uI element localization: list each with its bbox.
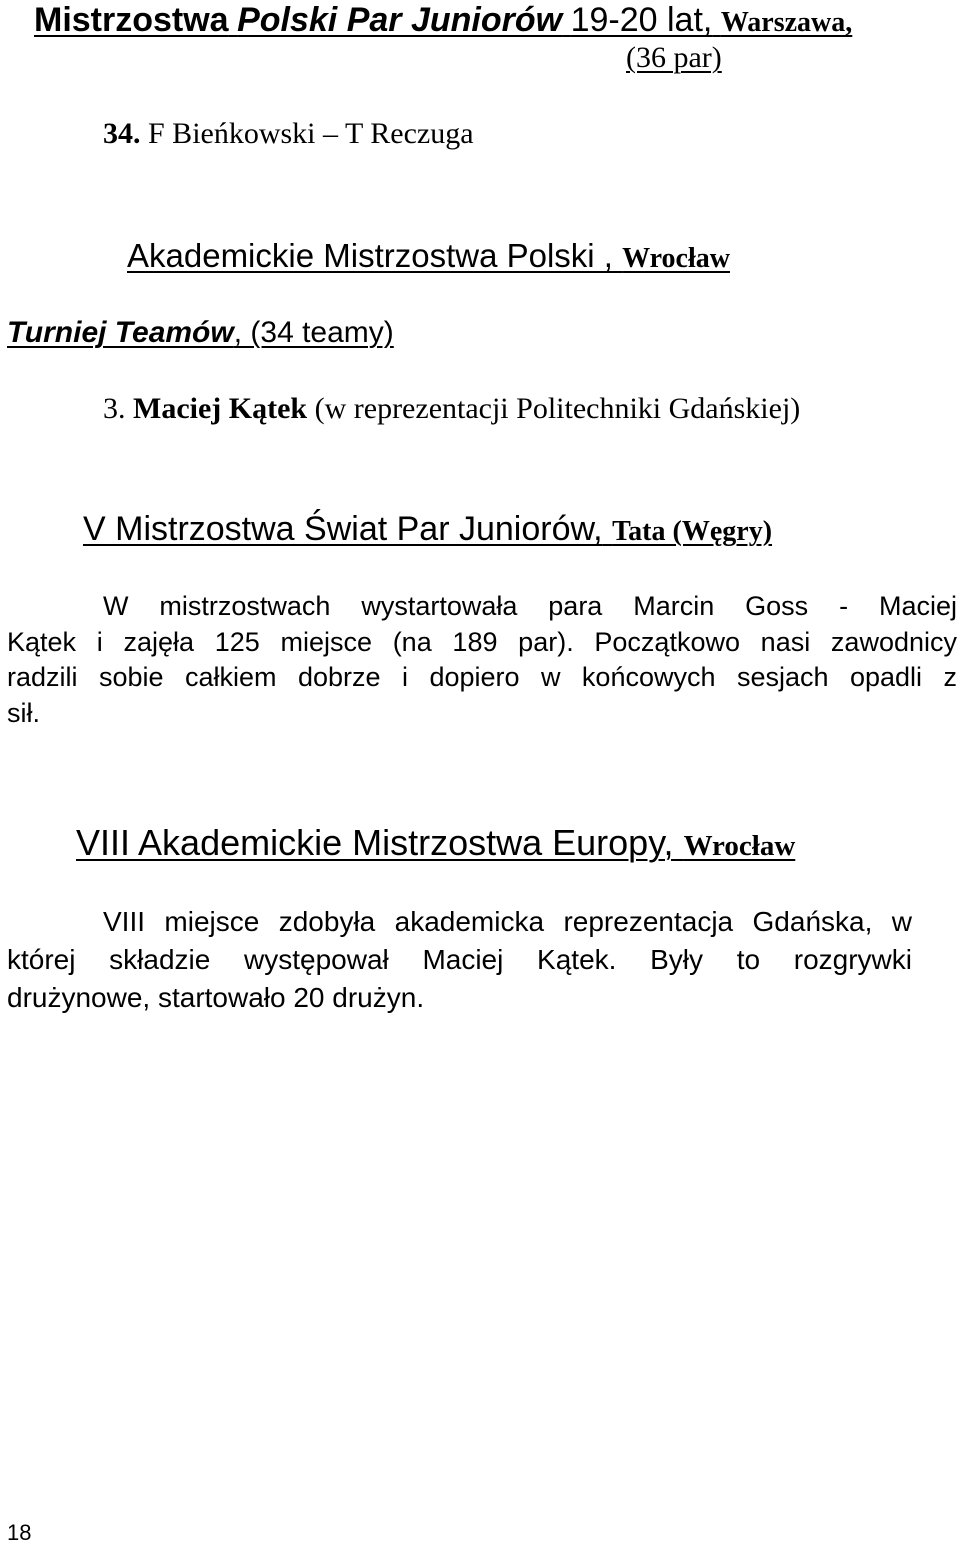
section3-paragraph-line: W mistrzostwach wystartowała para Marcin Goss - Maciej (103, 591, 957, 621)
section2-result-name: Maciej Kątek (133, 392, 308, 425)
section1-title-italic: Polski Par Juniorów (237, 1, 563, 39)
section1-title-location: Warszawa, (720, 7, 853, 38)
section1-result-number: 34. (103, 117, 141, 150)
section3-paragraph-line: sił. (7, 697, 40, 728)
section4-paragraph-line: której składzie występował Maciej Kątek. Były to rozgrywki (7, 944, 912, 975)
section1-title (34, 0, 852, 43)
section4-paragraph (7, 903, 912, 1017)
section4-paragraph-line: drużynowe, startowało 20 drużyn. (7, 982, 425, 1013)
section1-title-bold: Mistrzostwa (34, 1, 229, 39)
section4-title (76, 821, 795, 868)
section3-paragraph-line: Kątek i zajęła 125 miejsce (na 189 par). Początkowo nasi zawodnicy (7, 626, 957, 657)
section3-paragraph-line: radzili sobie całkiem dobrze i dopiero w końcowych sesjach opadli z (7, 662, 957, 692)
section2-title-text: Akademickie Mistrzostwa Polski , (127, 237, 613, 274)
section3-title-text: V Mistrzostwa Świat Par Juniorów, (83, 510, 603, 548)
section4-title-location: Wrocław (683, 830, 796, 862)
section3-paragraph (7, 589, 957, 731)
section3-title (83, 508, 772, 553)
section2-title-location: Wrocław (622, 243, 730, 274)
section1-result-names: F Bieńkowski – T Reczuga (148, 117, 474, 150)
section2-result-number: 3. (103, 392, 126, 425)
section2-subtitle-rest: , (34 teamy) (233, 316, 394, 349)
section1-title-age: 19-20 lat, (570, 1, 713, 39)
section1-pairs: (36 par) (626, 41, 722, 74)
section2-subtitle (7, 314, 394, 352)
section2-result-rest: (w reprezentacji Politechniki Gdańskiej) (314, 392, 801, 425)
section4-title-text: VIII Akademickie Mistrzostwa Europy, (76, 822, 674, 863)
section2-title (127, 236, 730, 279)
page-number: 18 (7, 1520, 32, 1545)
section4-paragraph-line: VIII miejsce zdobyła akademicka reprezentacja Gdańska, w (103, 906, 912, 937)
section2-result (103, 391, 800, 427)
section2-subtitle-italic: Turniej Teamów (7, 316, 234, 349)
section1-result (103, 116, 474, 152)
section3-title-location: Tata (Węgry) (612, 516, 773, 547)
